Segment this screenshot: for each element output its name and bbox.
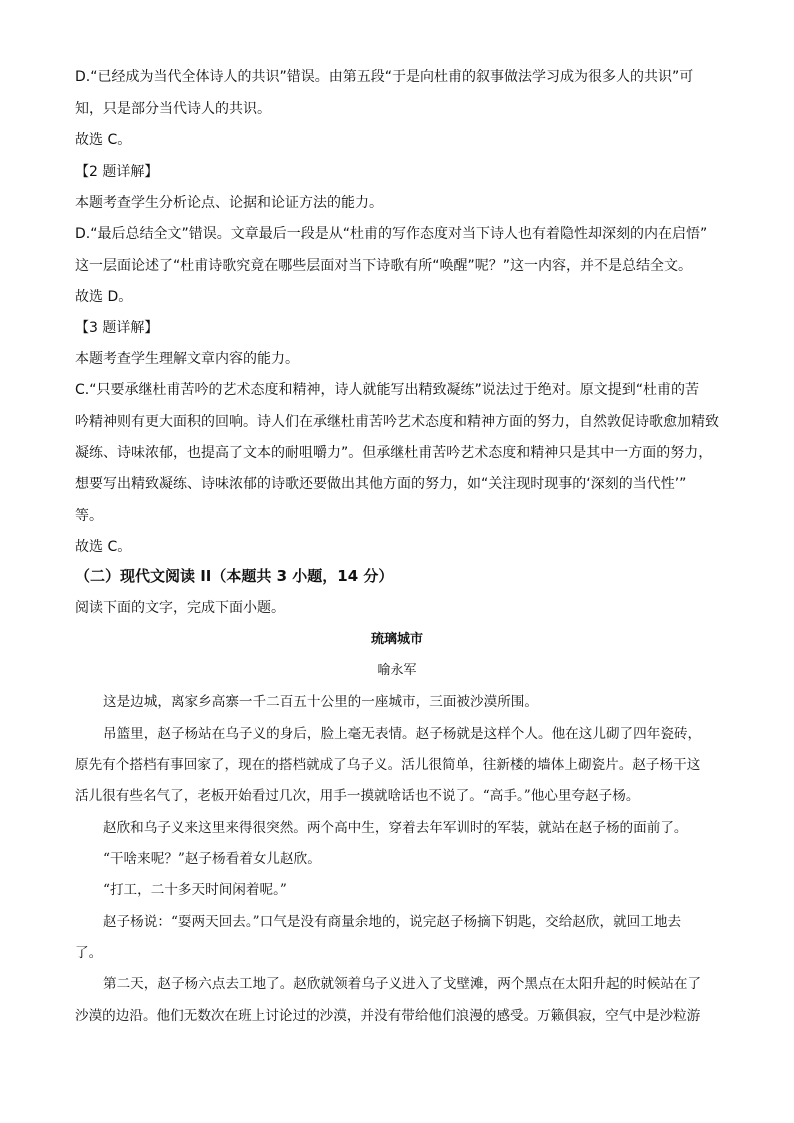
analysis-text: D.“已经成为当代全体诗人的共识”错误。由第五段“于是向杜甫的叙事做法学习成为很多人的共识”可 [75, 69, 694, 85]
analysis-text: C.“只要承继杜甫苦吟的艺术态度和精神，诗人就能写出精致凝练”说法过于绝对。原文提到“杜甫的苦 [75, 382, 699, 398]
story-paragraph: 赵子杨说：“耍两天回去。”口气是没有商量余地的，说完赵子杨摘下钥匙，交给赵欣，就回工地去 [103, 914, 682, 930]
analysis-text: 凝练、诗味浓郁，也提高了文本的耐咀嚼力”。但承继杜甫苦吟艺术态度和精神只是其中一方面的努力， [75, 445, 713, 461]
analysis-text: D.“最后总结全文”错误。文章最后一段是从“杜甫的写作态度对当下诗人也有着隐性却深刻的内在启悟” [75, 226, 708, 242]
story-paragraph: 这是边城，离家乡高寨一千二百五十公里的一座城市，三面被沙漠所围。 [103, 694, 538, 710]
story-paragraph: 活儿很有些名气了，老板开始看过几次，用手一摸就啥话也不说了。“高手。”他心里夸赵子杨。 [75, 788, 640, 804]
analysis-text: 本题考查学生分析论点、论据和论证方法的能力。 [75, 195, 383, 211]
story-paragraph: “干啥来呢？”赵子杨看着女儿赵欣。 [103, 851, 321, 867]
story-paragraph: 赵欣和乌子义来这里来得很突然。两个高中生，穿着去年军训时的军装，就站在赵子杨的面前了。 [103, 820, 688, 836]
analysis-text: 这一层面论述了“杜甫诗歌究竟在哪些层面对当下诗歌有所“唤醒”呢？”这一内容，并不是总结全文。 [75, 258, 693, 274]
story-paragraph: 了。 [75, 945, 103, 961]
story-title: 琉璃城市 [370, 632, 423, 647]
question-heading: 【2 题详解】 [75, 164, 159, 180]
analysis-text: 吟精神则有更大面积的回响。诗人们在承继杜甫苦吟艺术态度和精神方面的努力，自然敦促诗歌愈加精致 [75, 414, 719, 430]
story-paragraph: 第二天，赵子杨六点去工地了。赵欣就领着乌子义进入了戈壁滩，两个黑点在太阳升起的时候站在了 [103, 976, 702, 992]
section-instruction: 阅读下面的文字，完成下面小题。 [75, 600, 285, 616]
analysis-text: 本题考查学生理解文章内容的能力。 [75, 351, 299, 367]
story-paragraph: 沙漠的边沿。他们无数次在班上讨论过的沙漠，并没有带给他们浪漫的感受。万籁俱寂，空气中是沙粒游 [75, 1008, 701, 1024]
answer-line: 故选 C。 [75, 539, 132, 555]
question-heading: 【3 题详解】 [75, 320, 159, 336]
analysis-text: 知，只是部分当代诗人的共识。 [75, 101, 271, 117]
analysis-text: 想要写出精致凝练、诗味浓郁的诗歌还要做出其他方面的努力，如“关注现时现事的‘深刻的当代性’” [75, 476, 687, 492]
story-author: 喻永军 [377, 663, 417, 678]
answer-line: 故选 D。 [75, 289, 133, 305]
story-paragraph: 原先有个搭档有事回家了，现在的搭档就成了乌子义。活儿很简单，往新楼的墙体上砌瓷片。赵子杨干这 [75, 757, 701, 773]
story-paragraph: “打工，二十多天时间闲着呢。” [103, 882, 287, 898]
section-title: （二）现代文阅读 II（本题共 3 小题，14 分） [75, 567, 394, 585]
story-paragraph: 吊篮里，赵子杨站在乌子义的身后，脸上毫无表情。赵子杨就是这样个人。他在这儿砌了四年瓷砖， [103, 726, 702, 742]
answer-line: 故选 C。 [75, 132, 132, 148]
analysis-text: 等。 [75, 508, 103, 524]
